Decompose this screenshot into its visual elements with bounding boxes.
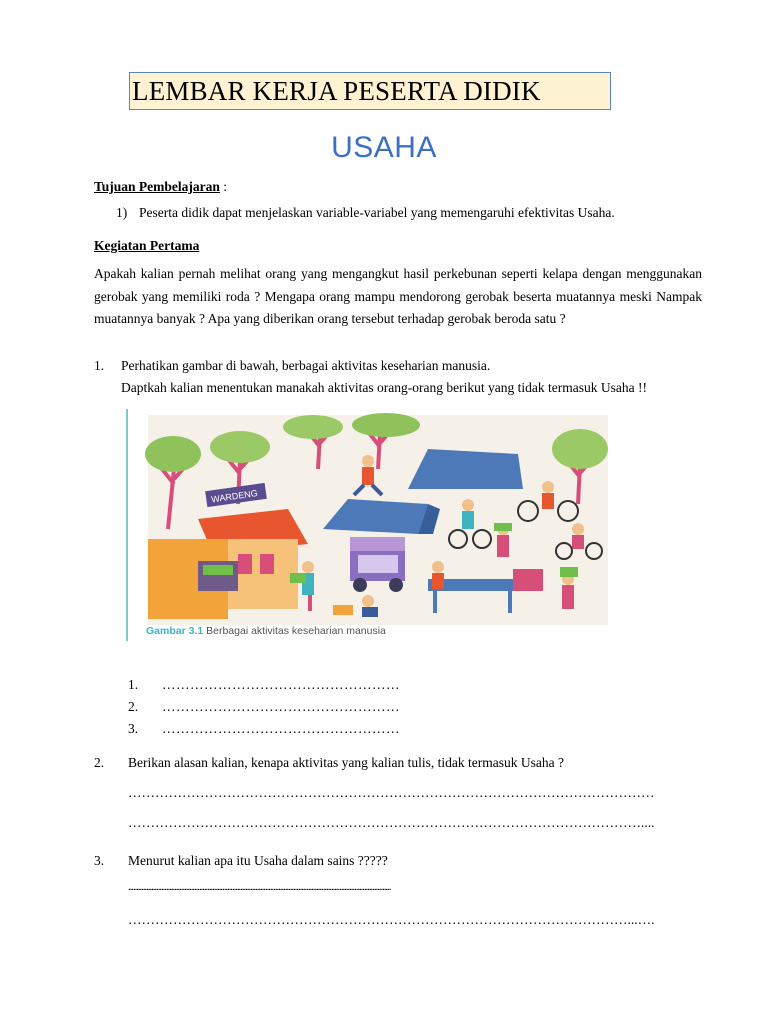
tujuan-item-text: Peserta didik dapat menjelaskan variable-variabel yang memengaruhi efektivitas Usaha. <box>139 205 615 220</box>
q1-line1: Perhatikan gambar di bawah, berbagai aktivitas keseharian manusia. <box>121 358 491 373</box>
caption-text: Berbagai aktivitas keseharian manusia <box>203 625 386 637</box>
person-icon <box>432 561 444 589</box>
answer-line[interactable]: …………………………………………… <box>162 699 400 714</box>
q2-text: Berikan alasan kalian, kenapa aktivitas yang kalian tulis, tidak termasuk Usaha ? <box>128 755 564 770</box>
q1-line2: Daptkah kalian menentukan manakah aktivitas orang-orang berikut yang tidak termasuk Usaha !! <box>121 380 647 395</box>
worksheet-subtitle: USAHA <box>331 131 437 164</box>
activities-illustration <box>126 409 608 641</box>
q2-answer-line-2[interactable]: …………………………………………………………………………………………………….... <box>128 815 655 830</box>
q3-answer-line-1[interactable]: ............................................................................................................................................................... <box>128 881 391 893</box>
tujuan-heading-row <box>94 178 227 196</box>
q3-text: Menurut kalian apa itu Usaha dalam sains ????? <box>128 853 388 868</box>
q3-number: 3. <box>94 853 105 868</box>
tujuan-item-number: 1) <box>116 205 128 220</box>
figure-caption <box>146 625 386 637</box>
q1-number: 1. <box>94 358 105 373</box>
q2-answer-line-1[interactable]: ……………………………………………………………………………………………………… <box>128 785 655 800</box>
tujuan-heading: Tujuan Pembelajaran <box>94 179 220 194</box>
kegiatan-heading: Kegiatan Pertama <box>94 238 200 253</box>
kegiatan-intro: Apakah kalian pernah melihat orang yang mengangkut hasil perkebunan seperti kelapa dengan menggunakan gerobak yang memiliki roda ? Mengapa orang mampu mendorong gerobak beserta muatannya meski Nampak muatannya banyak ? Apa yang diberikan orang tersebut terhadap gerobak beroda satu ? <box>94 266 702 326</box>
answer-line[interactable]: …………………………………………… <box>162 677 400 692</box>
q2-number: 2. <box>94 755 105 770</box>
answer-number: 1. <box>128 677 139 692</box>
illustration-svg <box>128 409 608 641</box>
q3-answer-line-2[interactable]: …………………………………………………………………………………………………...…. <box>128 912 655 927</box>
shop-sign: WARDENG <box>210 488 259 505</box>
worksheet-title: LEMBAR KERJA PESERTA DIDIK <box>129 72 611 110</box>
answer-line[interactable]: …………………………………………… <box>162 721 400 736</box>
answer-number: 3. <box>128 721 139 736</box>
answer-number: 2. <box>128 699 139 714</box>
tujuan-colon: : <box>219 179 228 194</box>
caption-label: Gambar 3.1 <box>146 625 204 637</box>
